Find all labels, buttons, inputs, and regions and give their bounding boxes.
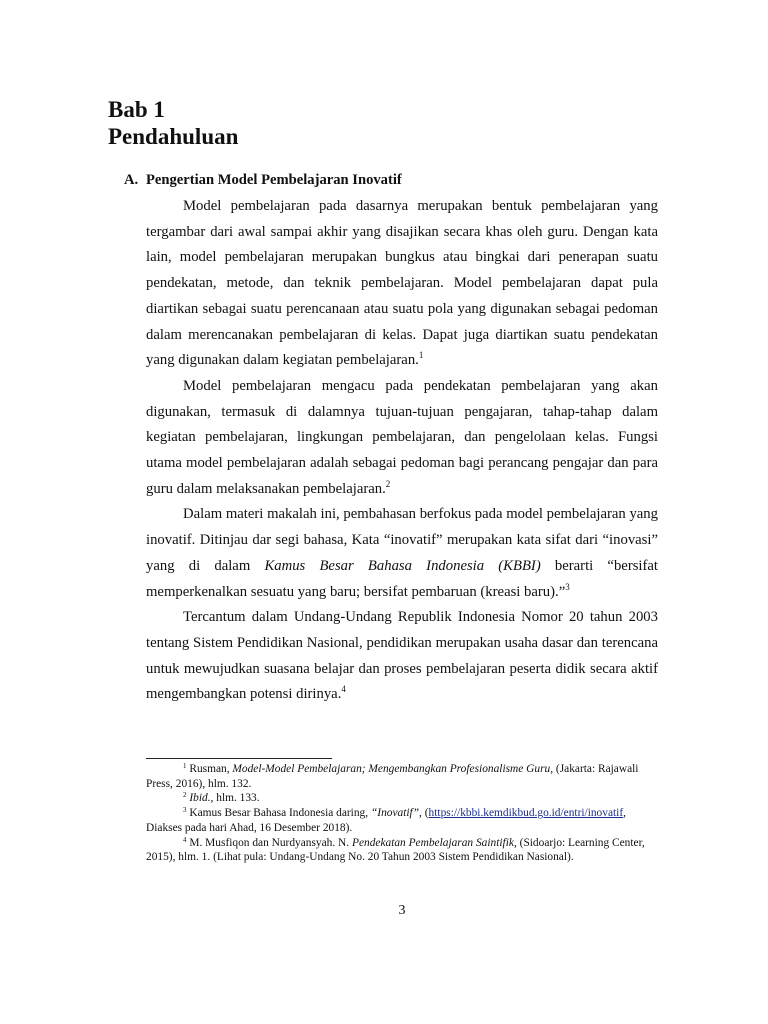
- paragraph: Model pembelajaran mengacu pada pendekatan pembelajaran yang akan digunakan, termasuk di dalamnya tujuan-tujuan pengajaran, tahap-tahap dalam kegiatan pembelajaran, lingkungan pembelajaran, dan pengelolaan kelas. Fungsi utama model pembelajaran adalah sebagai pedoman bagi perancang pengajar dan para guru dalam melaksanakan pembelajaran.$^2$: [146, 377, 658, 497]
- kbbi-link[interactable]: https://kbbi.kemdikbud.go.id/entri/inovatif: [428, 807, 624, 820]
- footnote: $^1$ Rusman, Model-Model Pembelajaran; Mengembangkan Profesionalisme Guru, (Jakarta: Rajawali Press, 2016), hlm. 132.: [146, 762, 639, 790]
- footnote: $^4$ M. Musfiqon dan Nurdyansyah. N. Pendekatan Pembelajaran Saintifik, (Sidoarjo: Learning Center, 2015), hlm. 1. (Lihat pula: Undang-Undang No. 20 Tahun 2003 Sistem Pendidikan Nasional).: [146, 835, 645, 864]
- body-text: [146, 194, 658, 708]
- chapter-title: Pendahuluan: [108, 124, 239, 149]
- page-number: 3: [398, 903, 406, 918]
- chapter-label: Bab 1: [108, 97, 165, 122]
- paragraph: Model pembelajaran pada dasarnya merupakan bentuk pembelajaran yang tergambar dari awal sampai akhir yang disajikan secara khas oleh guru. Dengan kata lain, model pembelajaran merupakan bungkus atau bingkai dari penerapan suatu pendekatan, metode, dan teknik pembelajaran. Model pembelajaran dapat pula diartikan sebagai suatu perencanaan atau suatu pola yang digunakan sebagai pedoman dalam merencanakan pembelajaran di kelas. Dapat juga diartikan suatu pendekatan yang digunakan dalam kegiatan pembelajaran.$^1$: [146, 198, 658, 369]
- footnote-ref[interactable]: 2: [385, 478, 391, 489]
- section-marker: A.: [124, 172, 139, 188]
- section-heading: [124, 170, 664, 190]
- paragraph: Tercantum dalam Undang-Undang Republik Indonesia Nomor 20 tahun 2003 tentang Sistem Pendidikan Nasional, pendidikan merupakan usaha dasar dan terencana untuk mewujudkan suasana belajar dan proses pembelajaran peserta didik secara aktif mengembangkan potensi dirinya.$^4$: [146, 609, 658, 703]
- footnote: $^2$ Ibid., hlm. 133.: [183, 791, 260, 805]
- italic-term: Kamus Besar Bahasa Indonesia (KBBI): [264, 557, 541, 574]
- footnote-ref[interactable]: 3: [565, 581, 570, 592]
- section-title: Pengertian Model Pembelajaran Inovatif: [146, 172, 402, 188]
- footnote: $^3$ Kamus Besar Bahasa Indonesia daring, “Inovatif”, (https://kbbi.kemdikbud.go.id/entri/inovatif, Diakses pada hari Ahad, 16 Desember 2018).: [146, 806, 626, 834]
- chapter-heading: [108, 96, 238, 150]
- footnotes: [146, 762, 658, 865]
- footnote-separator: [146, 758, 332, 759]
- footnote-ref[interactable]: 1: [418, 350, 424, 361]
- paragraph: Dalam materi makalah ini, pembahasan berfokus pada model pembelajaran yang inovatif. Ditinjau dar segi bahasa, Kata “inovatif” merupakan kata sifat dari “inovasi” yang di dalam Kamus Besar Bahasa Indonesia (KBBI) berarti “bersifat memperkenalkan sesuatu yang baru; bersifat pembaruan (kreasi baru).”$^3$: [146, 506, 658, 600]
- footnote-ref[interactable]: 4: [341, 684, 346, 695]
